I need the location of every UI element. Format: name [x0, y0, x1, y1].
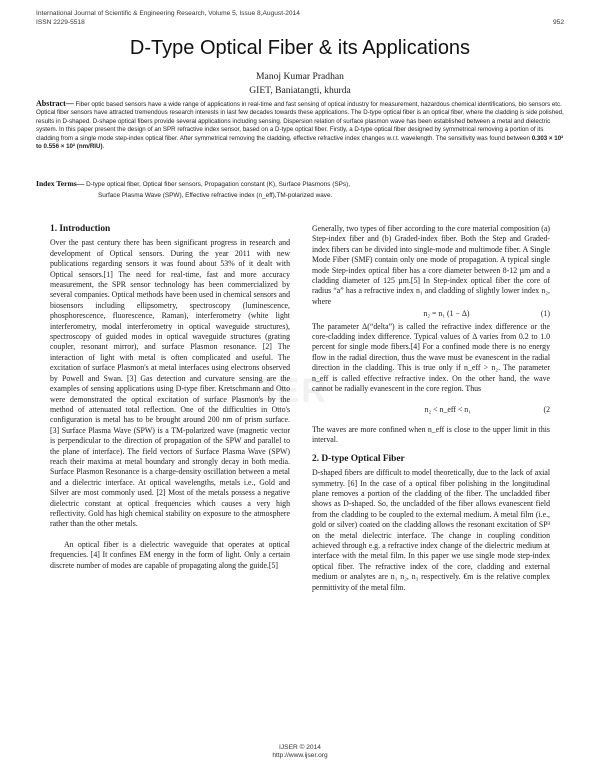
- abstract-sensitivity: 0.303 × 10² to 0.556 × 10² (nm/RIU): [36, 134, 564, 151]
- equation-1-number: (1): [540, 309, 550, 319]
- intro-paragraph-1: Over the past century there has been significant progress in research and development of Optical sensors. During the year 2011 with new publications regarding sensors it was found about 53% of it dealt with Optical sensors.[1] The need for real-time, fast and more accuracy measurement, the SPR sensor technology has been commercialized by several companies. Optical methods have been used in chemical sensors and biosensors including ellipsometry, spectroscopy (luminescence, phosphorescence, fluorescence, Raman), interferometry (white light interferometry, modal interferometry in optical waveguide structures), spectroscopy of guided modes in optical waveguide structures (grating coupler, resonant mirror), and surface Plasmon resonance. [2] The interaction of light with metal is often complicated and useful. The excitation of surface Plasmon's at metal interfaces using electrons observed by Powell and Swan. [3] Gas detection and curvature sensing are the examples of sensing applications using D-type fiber. Kretschmann and Otto were demonstrated the optical excitation of surface Plasmon's by the method of attenuated total reflection. One of the difficulties in Otto's configuration is metal has to be brought around 200 nm of prism surface. [3] Surface Plasma Wave (SPW) is a TM-polarized wave (magnetic vector is perpendicular to the direction of propagation of the SPW and parallel to the plane of interface). The field vectors of Surface Plasma Wave (SPW) reach their maxima at metal boundary and strongly decay in both media. Surface Plasmon Resonance is a charge-density oscillation between a metal and a dielectric interface. At optical wavelengths, metals i.e., Gold and Silver are most commonly used. [2] Most of the metals possess a negative dielectric constant at optical frequencies which causes a very high reflectivity. Gold has high chemical stability on exposure to the atmosphere rather than the other metals.: [50, 238, 290, 529]
- issn: ISSN 2229-5518: [36, 18, 85, 26]
- section-heading-introduction: 1. Introduction: [50, 224, 111, 234]
- abstract-text: Fiber optic based sensors have a wide range of applications in real-time and fast sensing of optical industry for measurement, hazardous chemical identifications, bio sensors etc. Optical fiber sensors have attracted tremendous research interests in last few decades towards these applications. The D-type optical fiber is an optical fiber, where the cladding is side polished, results in D-shaped. D-shape optical fibers provide several applications including sensing. Dispersion relation of surface plasmon wave has been established between a metal and dielectric system. In this paper present the design of an SPR refractive index sensor, based on a D-type optical fiber. Firstly, a D-type optical fiber designed by symmetrical removing a portion of its cladding from a single mode step-index optical fiber. After symmetrical removing the cladding, effective refractive index changes w.r.t. wavelength. The sensitivity was found between: [36, 101, 564, 142]
- index-terms-line1: D-type optical fiber, Optical fiber sensors, Propagation constant (K), Surface Plasmons (SPs),: [84, 181, 351, 188]
- abstract: [36, 100, 564, 151]
- section-heading-dtype: 2. D-type Optical Fiber: [312, 453, 405, 464]
- delta-paragraph: The parameter Δ(“delta”) is called the refractive index difference or the core-cladding index difference. Typical values of Δ varies from 0.2 to 1.0 percent for single mode fibers.[4] For a confined mode there is no energy flow in the radial direction, thus the wave must be evanescent in the radial direction in the cladding. This is true only if n_eff > n₂. The parameter n_eff is called effective refractive index. On the other hand, the wave cannot be radially evanescent in the core region. Thus: [312, 321, 550, 394]
- watermark: SER: [252, 372, 328, 410]
- index-terms-line2: Surface Plasma Wave (SPW), Effective refractive index (n_eff),TM-polarized wave.: [98, 192, 333, 199]
- left-column: [50, 224, 290, 571]
- equation-2: [312, 405, 550, 415]
- abstract-end: .: [102, 143, 105, 151]
- journal-name: International Journal of Scientific & Engineering Research, Volume 5, Issue 8,August-2014: [36, 10, 300, 17]
- equation-1-expression: n₂ = n₁ (1 − Δ): [423, 309, 470, 319]
- footer-url: http://www.ijser.org: [272, 752, 328, 759]
- equation-1: [312, 309, 550, 319]
- equation-2-expression: n₂ < n_eff < n₁: [424, 404, 471, 414]
- paper-title: D-Type Optical Fiber & its Applications: [129, 37, 471, 59]
- author-name: Manoj Kumar Pradhan: [256, 71, 344, 82]
- fiber-types-paragraph: Generally, two types of fiber according to the core material composition (a) Step-index fiber and (b) Graded-index fiber. Both the Step and Graded-index fibers can be divided into single-mode and multimode fiber. A Single Mode Fiber (SMF) contain only one mode of propagation. A typical single mode Step-index optical fiber has a core diameter between 8-12 µm and a cladding diameter of 125 µm.[5] In Step-index optical fiber the core of radius “a” has a refractive index n₁ and cladding of slightly lower index n₂, where: [312, 224, 550, 306]
- abstract-label: Abstract—: [36, 99, 74, 108]
- intro-paragraph-2: An optical fiber is a dielectric waveguide that operates at optical frequencies. [4] It confines EM energy in the form of light. Only a certain discrete number of modes are capable of propagating along the guide.[5]: [50, 539, 290, 570]
- confinement-paragraph: The waves are more confined when n_eff is close to the upper limit in this interval.: [312, 424, 550, 445]
- index-terms-label: Index Terms—: [36, 179, 85, 188]
- index-terms: [36, 178, 564, 201]
- journal-header: [36, 10, 564, 27]
- footer-copyright: IJSER © 2014: [279, 744, 321, 751]
- equation-2-number: (2: [543, 404, 550, 414]
- right-column: [312, 224, 550, 593]
- author-affiliation: GIET, Baniatangti, khurda: [249, 85, 351, 96]
- page-footer: [0, 744, 600, 760]
- page-number: 952: [552, 18, 564, 26]
- dtype-paragraph: D-shaped fibers are difficult to model theoretically, due to the lack of axial symmetry. [6] In the case of a optical fiber polishing in the longitudinal plane removes a portion of the cladding of the fiber. The uncladded fiber shows as D-shaped. So, the uncladded of the fiber allows evanescent field from the cladding to be coupled to the external medium. A metal film (i.e., gold or silver) coated on the cladding allows the resonant excitation of SP³ on the metal dielectric interface. The change in coupling condition achieved through e.g. a refractive index change of the dielectric medium at interface with the metal film. In this paper we use single mode step-index optical fiber. The refractive index of the core, cladding and external medium or analytes are n₁ n₂, n₃ respectively. €m is the relative complex permittivity of the metal film.: [312, 468, 550, 592]
